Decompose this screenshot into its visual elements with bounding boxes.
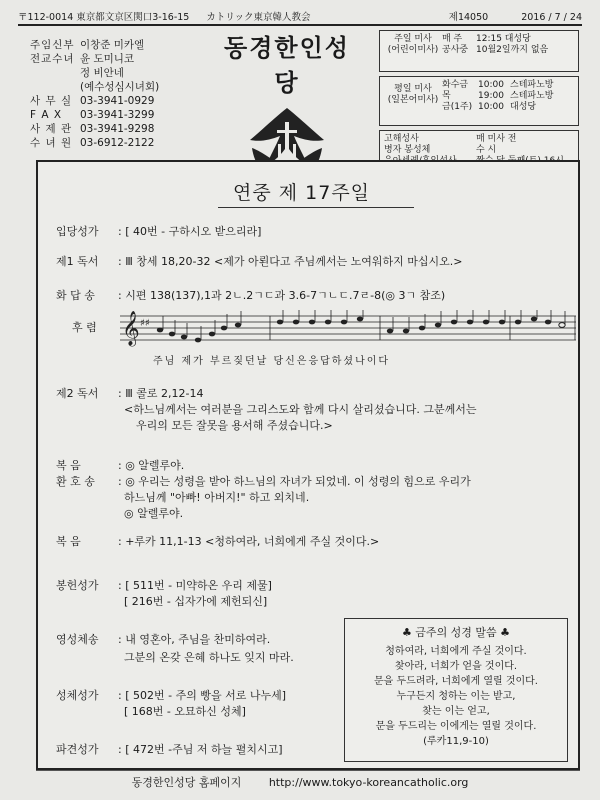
staff-value: 03-3941-9298 (80, 123, 155, 135)
weekly-verse-line: (루카11,9-10) (423, 736, 489, 747)
staff-key: 전교수녀 (30, 53, 75, 65)
music-note-icon (357, 317, 363, 322)
recessional-label: 파견성가 (56, 743, 99, 756)
sunday-time: 12:15 대성당 (476, 34, 531, 44)
communion-hymn-line1: : [ 502번 - 주의 빵을 서로 나누세] (118, 689, 286, 702)
reading2-line2: 우리의 모든 잘못을 용서해 주셨습니다.> (136, 419, 333, 432)
sacrament-time: 매 미사 전 (476, 134, 517, 144)
children-note: 10월2일까지 없음 (476, 45, 549, 55)
weekly-verse-line: 누구든지 청하는 이는 받고, (396, 691, 516, 702)
music-note-icon (181, 335, 187, 340)
music-note-icon (545, 320, 551, 325)
title-underline (218, 207, 414, 208)
offertory-hymn (56, 578, 272, 594)
staff-row (30, 94, 159, 108)
music-note-icon (209, 332, 215, 337)
homepage-label: 동경한인성당 홈페이지 (131, 776, 242, 789)
acclamation-line2: 하느님께 "아빠! 아버지!" 하고 외치네. (124, 491, 310, 504)
sacrament-name: 고해성사 (384, 134, 419, 144)
communion-song-label: 영성체송 (56, 633, 99, 646)
staff-value: 03-3941-0929 (80, 95, 155, 107)
address: 〒112-0014 東京都文京区関口3-16-15 (18, 12, 190, 23)
sacrament-row (384, 145, 574, 156)
refrain-lyrics: 주님 제가 부르짖던날 당신은응답하셨나이다 (153, 356, 391, 367)
music-note-icon (559, 323, 565, 328)
weekday-time-3: 10:00 (478, 102, 504, 112)
music-note-icon (293, 320, 299, 325)
offertory-line2: [ 216번 - 십자가에 제헌되신] (124, 595, 268, 608)
weekday-day-1: 화수금 (442, 80, 469, 90)
staff-value: 윤 도미니코 (80, 53, 135, 65)
sacrament-time: 수 시 (476, 145, 497, 155)
treble-clef-icon: 𝄞 (122, 311, 140, 346)
acclamation (56, 474, 471, 490)
reading2-label: 제2 독서 (56, 387, 99, 400)
gospel-accl-label: 복 음 (56, 459, 81, 472)
music-note-icon (451, 320, 457, 325)
weekly-verse-line: 문을 두드려라, 너희에게 열릴 것이다. (374, 676, 538, 687)
staff-key (30, 80, 80, 94)
music-note-icon (419, 326, 425, 331)
music-note-icon (435, 323, 441, 328)
svg-text:♯♯: ♯♯ (140, 318, 150, 329)
reading1-text: : Ⅲ 창세 18,20-32 <제가 아뢴다고 주님께서는 노여워하지 마십시오.> (118, 255, 463, 268)
staff-value: 03-6912-2122 (80, 137, 155, 149)
weekday-day-2: 목 (442, 91, 451, 101)
reading2-line1: <하느님께서는 여러분을 그리스도와 함께 다시 살리셨습니다. 그분께서는 (124, 403, 477, 416)
weekly-verse-box (344, 618, 568, 762)
weekly-verse-line: 청하여라, 너희에게 주실 것이다. (385, 646, 527, 657)
music-note-icon (499, 320, 505, 325)
offertory-label: 봉헌성가 (56, 579, 99, 592)
reading2-text: : Ⅲ 콜로 2,12-14 (118, 387, 204, 400)
acclamation-line1: : ◎ 우리는 성령을 받아 하느님의 자녀가 되었네. 이 성령의 힘으로 우리가 (118, 475, 471, 488)
first-reading (56, 254, 462, 270)
communion-hymn-line2: [ 168번 - 오묘하신 성체] (124, 705, 246, 718)
church-logo (212, 28, 362, 158)
church-name: 동경한인성당 (224, 34, 350, 97)
music-note-icon (325, 320, 331, 325)
staff-row (30, 122, 159, 136)
weekday-place-3: 대성당 (510, 102, 537, 112)
sunday-day: 매 주 (442, 34, 463, 44)
staff-value: (예수성심시녀회) (80, 81, 160, 93)
communion-song-line2: 그분의 온갖 은혜 하나도 잊지 마라. (124, 651, 294, 664)
footer-rule (36, 770, 580, 771)
entrance-text: : [ 40번 - 구하시오 받으리라] (118, 225, 262, 238)
staff-row (30, 66, 159, 80)
music-note-icon (341, 320, 347, 325)
communion-antiphon (56, 632, 270, 648)
mass-schedule (379, 30, 579, 180)
sacrament-row (384, 134, 574, 145)
staff-key (30, 66, 80, 80)
psalm-text: : 시편 138(137),1과 2ㄴ.2ㄱㄷ과 3.6-7ㄱㄴㄷ.7ㄹ-8(◎ 3ㄱ 참조) (118, 289, 446, 302)
gospel (56, 534, 379, 550)
gospel-acclamation (56, 458, 184, 474)
refrain-label: 후 렴 (72, 321, 97, 334)
staff-key: 수 녀 원 (30, 137, 73, 149)
weekday-time-1: 10:00 (478, 80, 504, 90)
header-rule (18, 24, 582, 26)
music-note-icon (483, 320, 489, 325)
page-title: 연중 제 17주일 (233, 182, 371, 204)
weekday-mass-box (379, 76, 579, 126)
staff-value: 정 비안네 (80, 67, 124, 79)
japanese-mass-label: (일본어미사) (387, 95, 439, 105)
staff-value: 이창준 미카엘 (80, 39, 145, 51)
weekday-mass-label: 평일 미사 (394, 84, 432, 94)
staff-row (30, 52, 159, 66)
sunday-mass-box (379, 30, 579, 72)
entrance-hymn (56, 224, 261, 240)
weekday-day-3: 금(1주) (442, 102, 473, 112)
weekly-verse-line: 문을 두드리는 이에게는 열릴 것이다. (375, 721, 537, 732)
music-note-icon (467, 320, 473, 325)
communion-hymn-label: 성체성가 (56, 689, 99, 702)
gospel-accl-text: : ◎ 알렐루야. (118, 459, 185, 472)
refrain (56, 320, 118, 336)
weekly-verse-line: 찾는 이는 얻고, (422, 706, 490, 717)
music-note-icon (169, 332, 175, 337)
music-note-icon (195, 338, 201, 343)
staff-row (30, 108, 159, 122)
staff-row (30, 80, 159, 94)
music-note-icon (309, 320, 315, 325)
offertory-line1: : [ 511번 - 미약하온 우리 제물] (118, 579, 272, 592)
music-note-icon (515, 320, 521, 325)
staff-key: 사 제 관 (30, 123, 73, 135)
psalm (56, 288, 445, 304)
communion-song-line1: : 내 영혼아, 주님을 찬미하여라. (118, 633, 271, 646)
children-day: 공사중 (442, 45, 469, 55)
weekday-place-1: 스테파노방 (510, 80, 554, 90)
liturgy-panel (36, 160, 580, 770)
staff-row (30, 38, 159, 52)
footer (0, 774, 600, 790)
recessional-text: : [ 472번 -주님 저 하늘 펼치시고] (118, 743, 283, 756)
entrance-label: 입당성가 (56, 225, 99, 238)
music-note-icon (157, 328, 163, 333)
acclamation-line3: ◎ 알렐루야. (124, 507, 184, 520)
staff-contacts (30, 38, 159, 150)
reading1-label: 제1 독서 (56, 255, 99, 268)
music-note-icon (531, 317, 537, 322)
children-mass-label: (어린이미사) (387, 45, 439, 55)
psalm-label: 화 답 송 (56, 289, 95, 302)
recessional-hymn (56, 742, 283, 758)
church-name-jp: カトリック東京韓人教会 (206, 12, 311, 23)
gospel-text: : +루카 11,1-13 <청하여라, 너희에게 주실 것이다.> (118, 535, 380, 548)
gospel-label: 복 음 (56, 535, 81, 548)
music-note-icon (403, 329, 409, 334)
music-note-icon (277, 320, 283, 325)
second-reading (56, 386, 204, 402)
weekly-verse-line: 찾아라, 너희가 얻을 것이다. (394, 661, 518, 672)
acclamation-label: 환 호 송 (56, 475, 95, 488)
issue-number: 제14050 (448, 12, 489, 23)
weekday-place-2: 스테파노방 (510, 91, 554, 101)
staff-row (30, 136, 159, 150)
music-note-icon (387, 329, 393, 334)
communion-hymn (56, 688, 286, 704)
weekly-verse-title: ♣ 금주의 성경 말씀 ♣ (401, 626, 511, 639)
issue-date: 2016 / 7 / 24 (521, 12, 582, 23)
sunday-mass-label: 주일 미사 (394, 34, 432, 44)
staff-key: F A X (30, 109, 63, 121)
staff-value: 03-3941-3299 (80, 109, 155, 121)
sacrament-name: 병자 봉성체 (384, 145, 431, 155)
homepage-link[interactable]: http://www.tokyo-koreancatholic.org (268, 776, 469, 789)
weekday-time-2: 19:00 (478, 91, 504, 101)
music-note-icon (221, 326, 227, 331)
staff-key: 사 무 실 (30, 95, 73, 107)
music-note-icon (235, 323, 241, 328)
staff-key: 주임신부 (30, 39, 75, 51)
top-info-line (18, 8, 582, 24)
